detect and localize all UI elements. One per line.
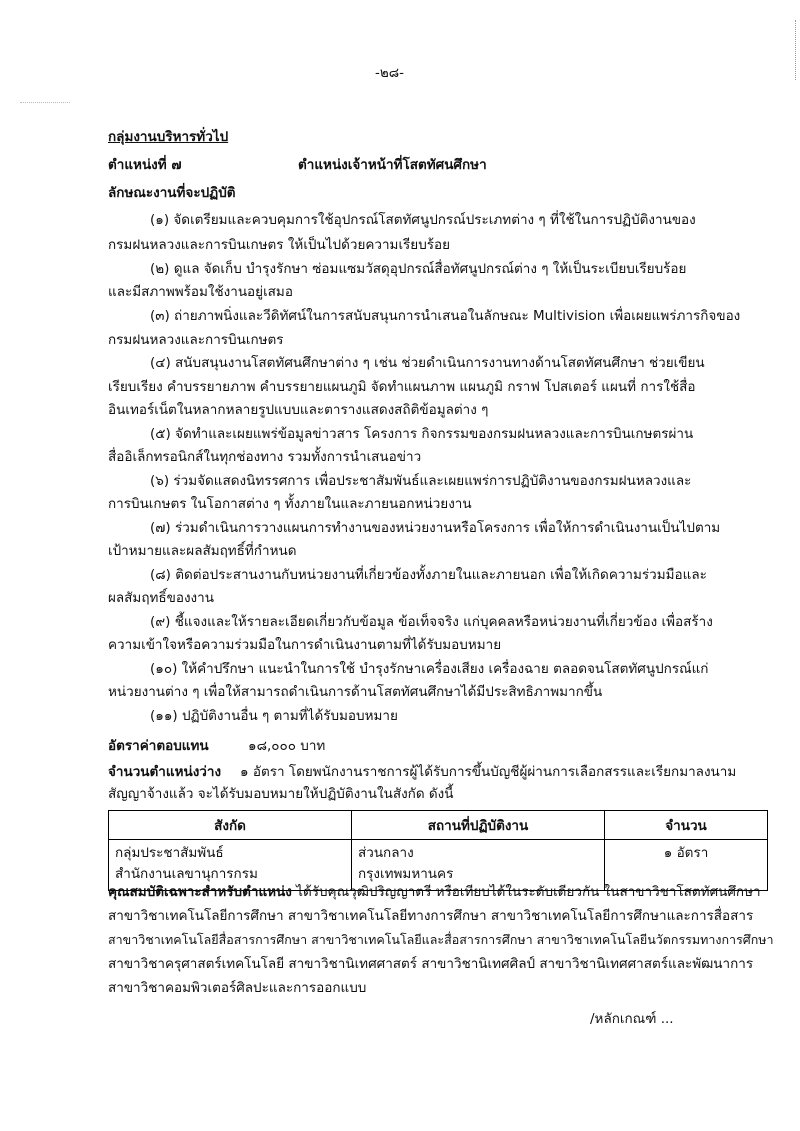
duty-line: (๑) จัดเตรียมและควบคุมการใช้อุปกรณ์โสตทัศนูปกรณ์ประเภทต่าง ๆ ที่ใช้ในการปฏิบัติงานของ: [150, 212, 696, 228]
duty-line: ผลสัมฤทธิ์ของงาน: [108, 590, 214, 606]
duties-heading: ลักษณะงานที่จะปฏิบัติ: [108, 185, 236, 201]
table-header: จำนวน: [605, 811, 768, 840]
salary-value: ๑๘,๐๐๐ บาท: [248, 738, 326, 754]
duty-line: และมีสภาพพร้อมใช้งานอยู่เสมอ: [108, 284, 293, 300]
assignment-table: [108, 810, 768, 891]
scan-edge-mark: [792, 20, 796, 80]
place-line: ส่วนกลาง: [358, 845, 414, 861]
continuation-note: /หลักเกณฑ์ ...: [590, 1011, 674, 1027]
duty-line: (๙) ชี้แจงและให้รายละเอียดเกี่ยวกับข้อมูล ข้อเท็จจริง แก่บุคคลหรือหน่วยงานที่เกี่ยวข้อง เพื่อสร้าง: [150, 614, 713, 630]
table-cell-count: ๑ อัตรา: [605, 840, 768, 891]
duty-line: หน่วยงานต่าง ๆ เพื่อให้สามารถดำเนินการด้านโสตทัศนศึกษาได้มีประสิทธิภาพมากขึ้น: [108, 684, 603, 700]
table-header: สถานที่ปฏิบัติงาน: [352, 811, 605, 840]
duty-line: (๕) จัดทำและเผยแพร่ข้อมูลข่าวสาร โครงการ กิจกรรมของกรมฝนหลวงและการบินเกษตรผ่าน: [150, 426, 694, 442]
qualifications-line: สาขาวิชาเทคโนโลยีสื่อสารการศึกษา สาขาวิชาเทคโนโลยีและสื่อสารการศึกษา สาขาวิชาเทคโนโลยีนวัตกรรมทางการศึกษา: [108, 932, 774, 947]
qualifications-line: สาขาวิชาคอมพิวเตอร์ศิลปะและการออกแบบ: [108, 980, 367, 996]
duty-line: (๖) ร่วมจัดแสดงนิทรรศการ เพื่อประชาสัมพันธ์และเผยแพร่การปฏิบัติงานของกรมฝนหลวงและ: [150, 473, 692, 489]
duty-line: (๑๑) ปฏิบัติงานอื่น ๆ ตามที่ได้รับมอบหมาย: [150, 708, 398, 724]
duty-line: การบินเกษตร ในโอกาสต่าง ๆ ทั้งภายในและภายนอกหน่วยงาน: [108, 496, 472, 512]
duty-line: สื่ออิเล็กทรอนิกส์ในทุกช่องทาง รวมทั้งการนำเสนอข่าว: [108, 449, 422, 465]
section-title: กลุ่มงานบริหารทั่วไป: [108, 129, 229, 145]
scan-dot-mark: [20, 102, 70, 104]
page-number: -๒๘-: [375, 65, 405, 81]
duty-line: (๑๐) ให้คำปรึกษา แนะนำในการใช้ บำรุงรักษาเครื่องเสียง เครื่องฉาย ตลอดจนโสตทัศนูปกรณ์แก่: [150, 661, 709, 677]
duty-line: เป้าหมายและผลสัมฤทธิ์ที่กำหนด: [108, 543, 297, 559]
place-line: กรุงเทพมหานคร: [358, 866, 454, 882]
salary-label: อัตราค่าตอบแทน: [108, 738, 209, 754]
table-header-row: [109, 811, 768, 840]
agency-line: กลุ่มประชาสัมพันธ์: [115, 845, 224, 861]
duty-line: กรมฝนหลวงและการบินเกษตร: [108, 332, 284, 348]
duty-line: (๘) ติดต่อประสานงานกับหน่วยงานที่เกี่ยวข้องทั้งภายในและภายนอก เพื่อให้เกิดความร่วมมือและ: [150, 567, 707, 583]
vacancy-text: สัญญาจ้างแล้ว จะได้รับมอบหมายให้ปฏิบัติงานในสังกัด ดังนี้: [108, 786, 454, 802]
qualifications-line: สาขาวิชาครุศาสตร์เทคโนโลยี สาขาวิชานิเทศศาสตร์ สาขาวิชานิเทศศิลป์ สาขาวิชานิเทศศาสตร์และพัฒนาการ: [108, 956, 754, 972]
position-number: ตำแหน่งที่ ๗: [108, 157, 182, 173]
duty-line: (๒) ดูแล จัดเก็บ บำรุงรักษา ซ่อมแซมวัสดุอุปกรณ์สื่อทัศนูปกรณ์ต่าง ๆ ให้เป็นระเบียบเรียบร้อย: [150, 261, 687, 277]
duty-line: (๔) สนับสนุนงานโสตทัศนศึกษาต่าง ๆ เช่น ช่วยดำเนินการงานทางด้านโสตทัศนศึกษา ช่วยเขียน: [150, 355, 705, 371]
duty-line: อินเทอร์เน็ตในหลากหลายรูปแบบและตารางแสดงสถิติข้อมูลต่าง ๆ: [108, 402, 489, 418]
agency-line: สำนักงานเลขานุการกรม: [115, 866, 258, 882]
duty-line: (๗) ร่วมดำเนินการวางแผนการทำงานของหน่วยงานหรือโครงการ เพื่อให้การดำเนินงานเป็นไปตาม: [150, 520, 721, 536]
duty-line: กรมฝนหลวงและการบินเกษตร ให้เป็นไปด้วยความเรียบร้อย: [108, 237, 451, 253]
qualifications-line: สาขาวิชาเทคโนโลยีการศึกษา สาขาวิชาเทคโนโลยีทางการศึกษา สาขาวิชาเทคโนโลยีการศึกษาและการสื่อสาร: [108, 908, 754, 924]
position-title: ตำแหน่งเจ้าหน้าที่โสตทัศนศึกษา: [298, 157, 487, 173]
qualifications-line: [108, 882, 761, 902]
vacancy-label: จำนวนตำแหน่งว่าง: [108, 764, 222, 780]
table-header: สังกัด: [109, 811, 352, 840]
duty-line: ความเข้าใจหรือความร่วมมือในการดำเนินงานตามที่ได้รับมอบหมาย: [108, 637, 502, 653]
vacancy-text: ๑ อัตรา โดยพนักงานราชการผู้ได้รับการขึ้นบัญชีผู้ผ่านการเลือกสรรและเรียกมาลงนาม: [240, 764, 737, 780]
duty-line: (๓) ถ่ายภาพนิ่งและวีดิทัศน์ในการสนับสนุนการนำเสนอในลักษณะ Multivision เพื่อเผยแพร่ภารกิจของ: [150, 308, 741, 324]
qualifications-text: ได้รับคุณวุฒิปริญญาตรี หรือเทียบได้ในระดับเดียวกัน ในสาขาวิชาโสตทัศนศึกษา: [291, 884, 761, 900]
duty-line: เรียบเรียง คำบรรยายภาพ คำบรรยายแผนภูมิ จัดทำแผนภาพ แผนภูมิ กราฟ โปสเตอร์ แผนที่ การใช้สื่อ: [108, 379, 696, 395]
qualifications-label: คุณสมบัติเฉพาะสำหรับตำแหน่ง: [108, 884, 292, 900]
